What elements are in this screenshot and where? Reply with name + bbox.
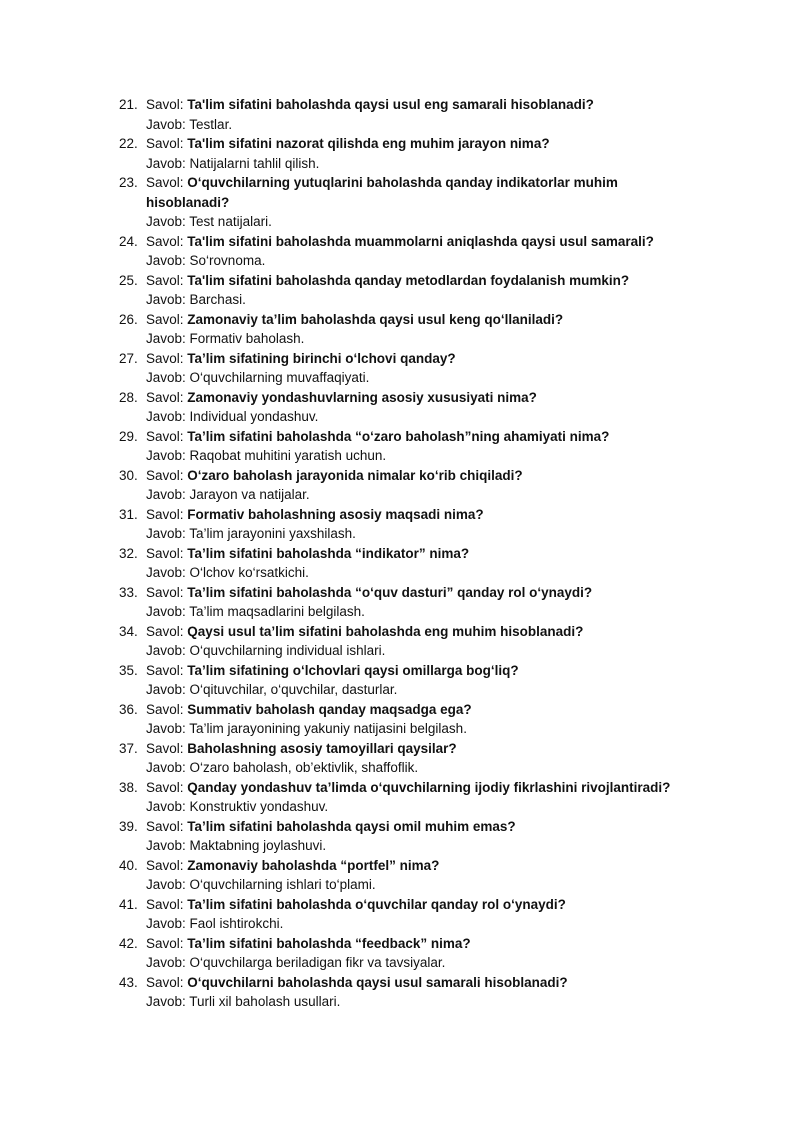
qa-item: [0, 134, 800, 173]
question-label: Savol:: [146, 896, 184, 912]
answer-label: Javob:: [146, 565, 186, 580]
qa-item: [0, 349, 800, 388]
question-label: Savol:: [146, 623, 184, 639]
question-line: [146, 505, 686, 525]
question-label: Savol:: [146, 974, 184, 990]
question-text: Ta’lim sifatining o‘lchovlari qaysi omillarga bog‘liq?: [187, 662, 519, 678]
question-text: Ta’lim sifatini baholashda “feedback” nima?: [187, 935, 471, 951]
question-label: Savol:: [146, 779, 184, 795]
question-label: Savol:: [146, 935, 184, 951]
question-text: Qaysi usul ta’lim sifatini baholashda eng muhim hisoblanadi?: [187, 623, 584, 639]
question-label: Savol:: [146, 662, 184, 678]
question-line: [146, 310, 686, 330]
answer-label: Javob:: [146, 721, 186, 736]
qa-item: [0, 310, 800, 349]
question-line: [146, 134, 686, 154]
answer-line: [146, 836, 686, 856]
answer-text: Konstruktiv yondashuv.: [189, 799, 329, 814]
answer-text: Raqobat muhitini yaratish uchun.: [189, 448, 387, 463]
question-label: Savol:: [146, 857, 184, 873]
answer-line: [146, 407, 686, 427]
answer-label: Javob:: [146, 838, 186, 853]
item-number: 41.: [119, 896, 138, 912]
answer-label: Javob:: [146, 253, 186, 268]
answer-line: [146, 563, 686, 583]
question-line: [146, 856, 686, 876]
answer-text: O‘quvchilarga beriladigan fikr va tavsiyalar.: [189, 955, 446, 970]
answer-text: O‘quvchilarning ishlari to‘plami.: [189, 877, 376, 892]
question-text: Baholashning asosiy tamoyillari qaysilar?: [187, 740, 457, 756]
qa-item: [0, 583, 800, 622]
answer-text: Testlar.: [189, 116, 233, 132]
answer-text: O‘quvchilarning individual ishlari.: [189, 643, 386, 658]
answer-label: Javob:: [146, 916, 186, 931]
answer-line: [146, 758, 686, 778]
question-text: Zamonaviy ta’lim baholashda qaysi usul keng qo‘llaniladi?: [187, 311, 564, 327]
answer-label: Javob:: [146, 370, 186, 385]
answer-text: Faol ishtirokchi.: [189, 916, 284, 931]
answer-label: Javob:: [146, 331, 186, 346]
qa-item: [0, 661, 800, 700]
answer-label: Javob:: [146, 643, 186, 658]
question-line: [146, 622, 686, 642]
answer-text: O‘zaro baholash, ob’ektivlik, shaffoflik.: [189, 760, 419, 775]
answer-text: Formativ baholash.: [189, 331, 305, 346]
item-number: 28.: [119, 389, 138, 405]
item-number: 43.: [119, 974, 138, 990]
question-line: [146, 739, 686, 759]
item-number: 42.: [119, 935, 138, 951]
answer-text: Ta’lim jarayonining yakuniy natijasini belgilash.: [189, 721, 467, 736]
question-line: [146, 700, 686, 720]
question-text: Ta'lim sifatini baholashda muammolarni aniqlashda qaysi usul samarali?: [187, 233, 654, 249]
qa-item: [0, 173, 800, 232]
answer-text: Jarayon va natijalar.: [189, 487, 310, 502]
item-number: 34.: [119, 623, 138, 639]
answer-line: [146, 368, 686, 388]
item-number: 38.: [119, 779, 138, 795]
question-text: Formativ baholashning asosiy maqsadi nima?: [187, 506, 484, 522]
question-text: Ta'lim sifatini nazorat qilishda eng muhim jarayon nima?: [187, 136, 550, 151]
question-line: [146, 271, 686, 291]
question-label: Savol:: [146, 97, 184, 112]
question-line: [146, 817, 686, 837]
question-line: [146, 466, 686, 486]
answer-label: Javob:: [146, 799, 186, 814]
answer-line: [146, 797, 686, 817]
answer-line: [146, 914, 686, 934]
answer-line: [146, 641, 686, 661]
item-number: 40.: [119, 857, 138, 873]
answer-line: [146, 329, 686, 349]
qa-list: [0, 95, 800, 1012]
qa-item: [0, 817, 800, 856]
question-text: Zamonaviy yondashuvlarning asosiy xususiyati nima?: [187, 389, 537, 405]
answer-text: O‘quvchilarning muvaffaqiyati.: [189, 370, 370, 385]
question-text: Zamonaviy baholashda “portfel” nima?: [187, 857, 440, 873]
qa-item: [0, 622, 800, 661]
answer-label: Javob:: [146, 682, 186, 697]
qa-item: [0, 388, 800, 427]
question-text: Ta’lim sifatini baholashda “o‘quv dasturi” qanday rol o‘ynaydi?: [187, 584, 593, 600]
item-number: 23.: [119, 175, 138, 190]
answer-line: [146, 602, 686, 622]
qa-item: [0, 700, 800, 739]
answer-text: O‘qituvchilar, o‘quvchilar, dasturlar.: [189, 682, 398, 697]
item-number: 25.: [119, 272, 138, 288]
answer-text: Turli xil baholash usullari.: [189, 994, 341, 1009]
answer-line: [146, 524, 686, 544]
answer-label: Javob:: [146, 214, 186, 229]
question-line: [146, 895, 686, 915]
question-label: Savol:: [146, 350, 184, 366]
item-number: 24.: [119, 233, 138, 249]
answer-text: Natijalarni tahlil qilish.: [189, 155, 320, 171]
question-text: Ta'lim sifatini baholashda qanday metodlardan foydalanish mumkin?: [187, 272, 630, 288]
answer-line: [146, 154, 686, 174]
question-text: Ta’lim sifatini baholashda qaysi omil muhim emas?: [187, 818, 516, 834]
answer-label: Javob:: [146, 955, 186, 970]
answer-label: Javob:: [146, 116, 186, 132]
question-text: O‘quvchilarning yutuqlarini baholashda qanday indikatorlar muhim hisoblanadi?: [146, 175, 618, 210]
item-number: 32.: [119, 545, 138, 561]
question-line: [146, 173, 686, 212]
question-label: Savol:: [146, 701, 184, 717]
question-label: Savol:: [146, 740, 184, 756]
qa-item: [0, 271, 800, 310]
qa-item: [0, 739, 800, 778]
question-text: Ta’lim sifatini baholashda “o‘zaro baholash”ning ahamiyati nima?: [187, 428, 610, 444]
question-label: Savol:: [146, 136, 184, 151]
question-text: O‘zaro baholash jarayonida nimalar ko‘rib chiqiladi?: [187, 467, 523, 483]
answer-text: Ta’lim maqsadlarini belgilash.: [189, 604, 365, 619]
answer-label: Javob:: [146, 877, 186, 892]
answer-text: O‘lchov ko‘rsatkichi.: [189, 565, 309, 580]
answer-text: So‘rovnoma.: [189, 253, 266, 268]
item-number: 29.: [119, 428, 138, 444]
item-number: 21.: [119, 97, 138, 112]
question-label: Savol:: [146, 584, 184, 600]
question-line: [146, 427, 686, 447]
answer-line: [146, 719, 686, 739]
item-number: 22.: [119, 136, 138, 151]
item-number: 37.: [119, 740, 138, 756]
question-text: Qanday yondashuv ta’limda o‘quvchilarning ijodiy fikrlashini rivojlantiradi?: [187, 779, 671, 795]
question-label: Savol:: [146, 818, 184, 834]
answer-line: [146, 290, 686, 310]
qa-item: [0, 895, 800, 934]
answer-label: Javob:: [146, 292, 186, 307]
answer-text: Barchasi.: [189, 292, 246, 307]
question-text: Ta’lim sifatining birinchi o‘lchovi qanday?: [187, 350, 456, 366]
answer-label: Javob:: [146, 760, 186, 775]
answer-label: Javob:: [146, 994, 186, 1009]
item-number: 35.: [119, 662, 138, 678]
answer-label: Javob:: [146, 448, 186, 463]
qa-item: [0, 505, 800, 544]
answer-text: Ta’lim jarayonini yaxshilash.: [189, 526, 356, 541]
answer-label: Javob:: [146, 155, 186, 171]
question-line: [146, 232, 686, 252]
answer-line: [146, 212, 686, 232]
question-label: Savol:: [146, 233, 184, 249]
answer-label: Javob:: [146, 526, 186, 541]
qa-item: [0, 232, 800, 271]
qa-item: [0, 427, 800, 466]
item-number: 26.: [119, 311, 138, 327]
item-number: 36.: [119, 701, 138, 717]
answer-line: [146, 680, 686, 700]
question-label: Savol:: [146, 272, 184, 288]
qa-item: [0, 934, 800, 973]
answer-line: [146, 992, 686, 1012]
question-label: Savol:: [146, 175, 184, 190]
answer-label: Javob:: [146, 487, 186, 502]
question-line: [146, 778, 686, 798]
item-number: 33.: [119, 584, 138, 600]
answer-line: [146, 875, 686, 895]
question-line: [146, 388, 686, 408]
question-label: Savol:: [146, 389, 184, 405]
item-number: 30.: [119, 467, 138, 483]
answer-line: [146, 953, 686, 973]
question-line: [146, 544, 686, 564]
question-line: [146, 349, 686, 369]
answer-text: Individual yondashuv.: [189, 409, 319, 424]
question-line: [146, 973, 686, 993]
question-text: Summativ baholash qanday maqsadga ega?: [187, 701, 472, 717]
question-text: Ta’lim sifatini baholashda o‘quvchilar qanday rol o‘ynaydi?: [187, 896, 566, 912]
question-line: [146, 661, 686, 681]
qa-item: [0, 856, 800, 895]
qa-item: [0, 466, 800, 505]
answer-line: [146, 115, 686, 135]
answer-label: Javob:: [146, 409, 186, 424]
question-line: [146, 934, 686, 954]
question-label: Savol:: [146, 545, 184, 561]
question-line: [146, 583, 686, 603]
item-number: 27.: [119, 350, 138, 366]
question-label: Savol:: [146, 428, 184, 444]
answer-line: [146, 446, 686, 466]
item-number: 39.: [119, 818, 138, 834]
question-text: O‘quvchilarni baholashda qaysi usul samarali hisoblanadi?: [187, 974, 568, 990]
item-number: 31.: [119, 506, 138, 522]
question-line: [146, 95, 686, 115]
question-text: Ta'lim sifatini baholashda qaysi usul eng samarali hisoblanadi?: [187, 97, 594, 112]
question-label: Savol:: [146, 506, 184, 522]
answer-line: [146, 485, 686, 505]
question-label: Savol:: [146, 467, 184, 483]
question-text: Ta’lim sifatini baholashda “indikator” nima?: [187, 545, 470, 561]
answer-label: Javob:: [146, 604, 186, 619]
answer-text: Maktabning joylashuvi.: [189, 838, 327, 853]
answer-line: [146, 251, 686, 271]
question-label: Savol:: [146, 311, 184, 327]
qa-item: [0, 973, 800, 1012]
qa-item: [0, 544, 800, 583]
qa-item: [0, 95, 800, 134]
answer-text: Test natijalari.: [189, 214, 272, 229]
qa-item: [0, 778, 800, 817]
